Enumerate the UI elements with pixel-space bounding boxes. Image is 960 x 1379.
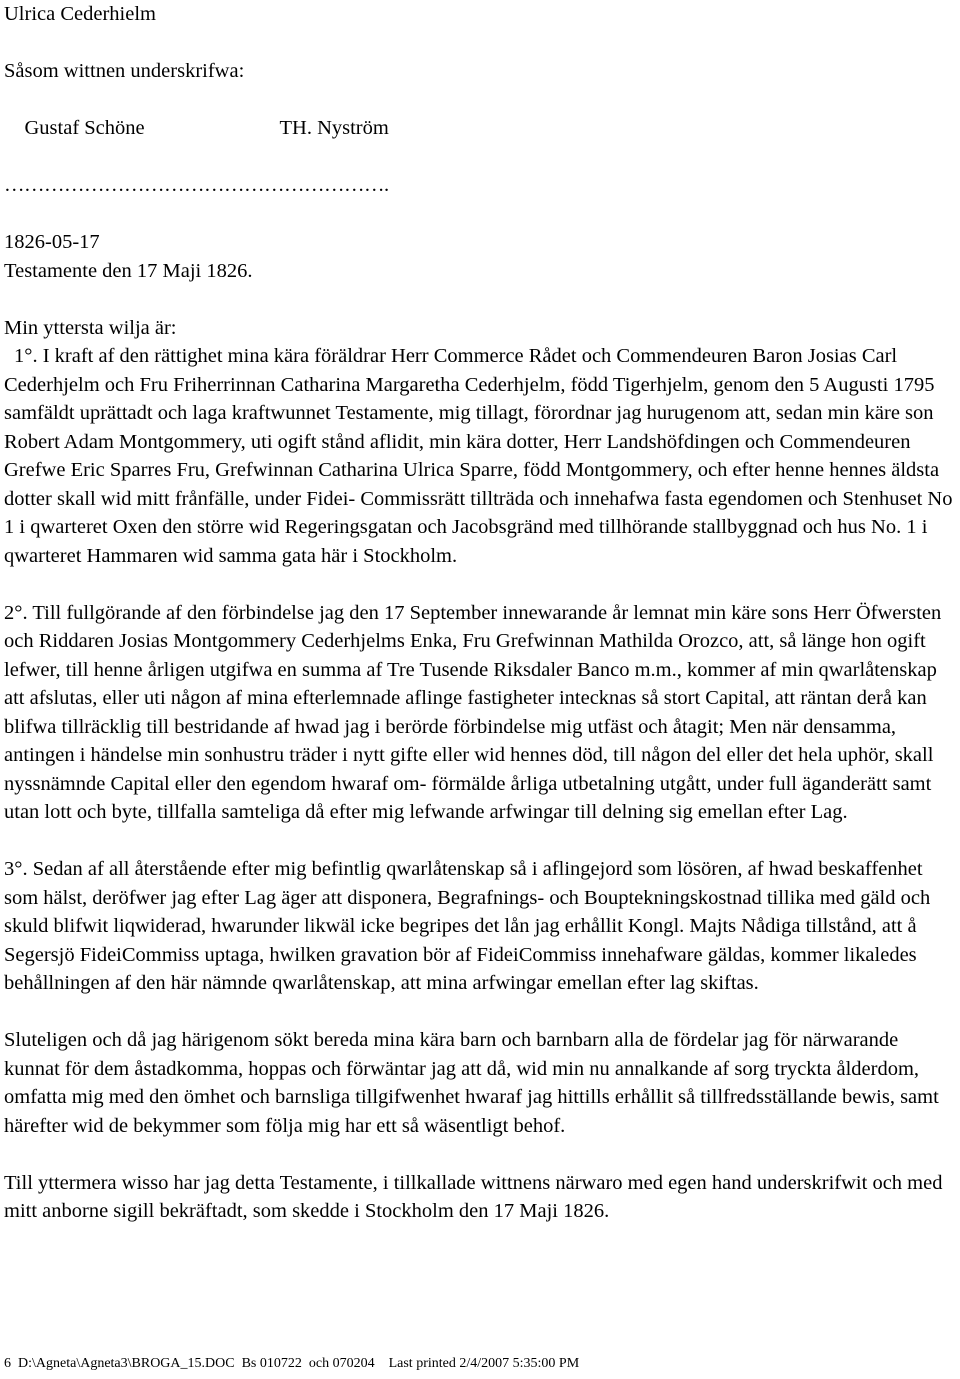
paragraph-closing: Sluteligen och då jag härigenom sökt bereda mina kära barn och barnbarn alla de fördelar jag för närwarande kunnat för dem åstadkomma, hoppas och förwäntar jag att då, wid min nu annalkande af sorg tryckta ålderdom, omfatta mig med den ömhet och barnsliga tillgifwenhet hwaraf jag hittills erhållit så tillfredsställande bewis, samt härefter wid de bekymmer som följa mig har ett så wäsentligt behof. bbox=[4, 1029, 939, 1137]
witness-name-1: Gustaf Schöne bbox=[24, 117, 145, 139]
spacer bbox=[4, 570, 956, 599]
witness-intro: Såsom wittnen underskrifwa: bbox=[4, 60, 245, 82]
spacer bbox=[4, 827, 956, 856]
footer-file-path: D:\Agneta\Agneta3\BROGA_15.DOC bbox=[18, 1356, 235, 1371]
paragraph-3: 3°. Sedan af all återstående efter mig befintlig qwarlåtenskap så i aflingejord som lösören, af hwad beskaffenhet som hälst, deröfwer jag efter Lag äger att disponera, Begrafnings- och Bouptekningskostnad tillika med gäld och skuld blifwit liqwiderad, hwarunder likwäl icke begripes det lån jag erhållit Kongl. Majts Nådiga tillstånd, att å Segersjö FideiCommiss uptaga, hwilken gravation bör af FideiCommiss innehafware gäldas, kommer likaledes behållningen af den här nämnde qwarlåtenskap, att mina arfwingar emellan efter lag skiftas. bbox=[4, 858, 931, 994]
paragraph-2: 2°. Till fullgörande af den förbindelse jag den 17 September innewarande år lemnat min käre sons Herr Öfwersten och Riddaren Josias Montgommery Cederhjelms Enka, Fru Grefwinnan Mathilda Orozco, att, så länge hon ogift lefwer, till henne årligen utgifwa en summa af Tre Tusende Riksdaler Banco m.m., kommer af min qwarlåtenskap att afslutas, eller uti någon af mina efterlemnade aflinge fastigheter intecknas så stort Capital, att räntan derå kan blifwa tillräcklig till bestridande af hwad jag i berörde förbindelse mig utfäst och åtagit; Men när densamma, antingen i händelse min sonhustru träder i nytt gifte eller wid hennes död, till någon del eller det hela uphör, skall nyssnämnde Capital eller den egendom hwaraf om- förmälde årliga utbetalning utgått, under full äganderätt samt utan lott och byte, tillfalla samteliga då efter mig lefwande arfwingar till delning sig emellan efter Lag. bbox=[4, 601, 942, 823]
document-title: Testamente den 17 Maji 1826. bbox=[4, 259, 253, 282]
footer-page-number: 6 bbox=[4, 1356, 11, 1371]
witness-row bbox=[4, 86, 956, 172]
paragraph-attestation: Till yttermera wisso har jag detta Testamente, i tillkallade wittnens närwaro med egen hand underskrifwit och med mitt anborne sigill bekräftadt, som skedde i Stockholm den 17 Maji 1826. bbox=[4, 1171, 943, 1222]
paragraph-1: 1°. I kraft af den rättighet mina kära föräldrar Herr Commerce Rådet och Commendeuren Baron Josias Carl Cederhjelm och Fru Friherrinnan Catharina Margaretha Cederhjelm, född Tigerhjelm, genom den 5 Augusti 1795 samfäldt uprättadt och laga kraftwunnet Testamente, mig tillagt, förordnar jag hurugenom att, sedan min käre son Robert Adam Montgommery, uti ogift stånd aflidit, min kära dotter, Herr Landshöfdingen och Commendeuren Grefwe Eric Sparres Fru, Grefwinnan Catharina Ulrica Sparre, född Montgommery, och efter henne hennes äldsta dotter skall wid mitt frånfälle, under Fidei- Commissrätt tillträda och innehafwa fasta egendomen och Stenhuset No 1 i qwarteret Oxen den större wid Regeringsgatan och Jacobsgränd med tillhörande stallbyggnad och hus No. 1 i qwarteret Hammaren wid samma gata här i Stockholm. bbox=[4, 345, 953, 567]
dotted-separator: …………………………………………………. bbox=[4, 174, 389, 196]
footer-last-printed: Last printed 2/4/2007 5:35:00 PM bbox=[388, 1356, 580, 1371]
page-footer bbox=[4, 1355, 579, 1373]
spacer bbox=[4, 1140, 956, 1169]
spacer bbox=[4, 200, 956, 229]
witness-name-2: TH. Nyström bbox=[279, 117, 389, 139]
document-page bbox=[4, 0, 956, 1226]
document-intro: Min yttersta wilja är: bbox=[4, 316, 177, 339]
document-date: 1826-05-17 bbox=[4, 231, 100, 253]
spacer bbox=[4, 285, 956, 314]
footer-revision: Bs 010722 och 070204 bbox=[241, 1356, 375, 1371]
spacer bbox=[4, 29, 956, 58]
spacer bbox=[4, 998, 956, 1027]
signer-name: Ulrica Cederhielm bbox=[4, 3, 156, 25]
